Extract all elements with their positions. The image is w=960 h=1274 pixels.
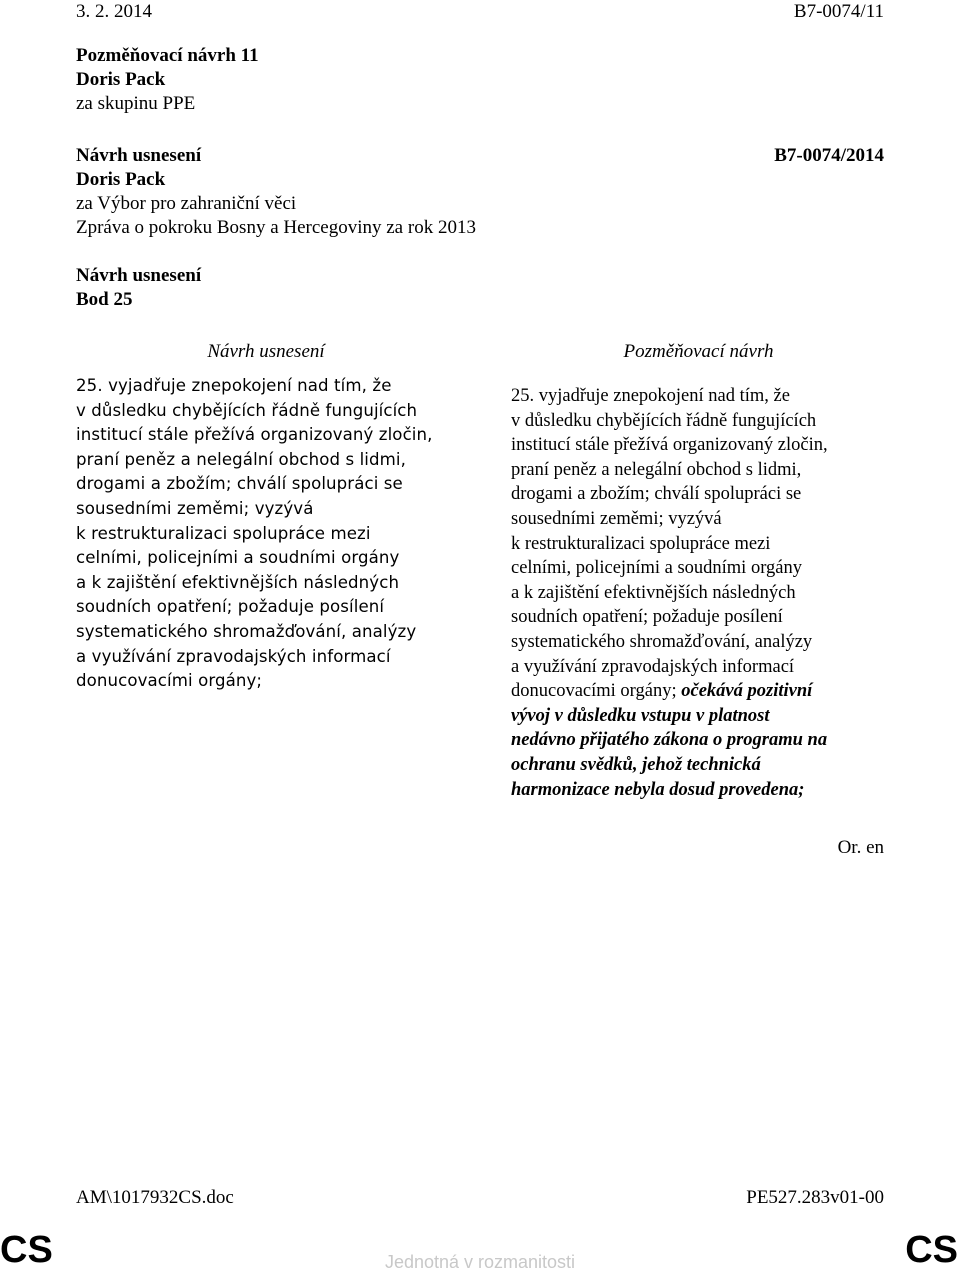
motion-label: Návrh usnesení (76, 145, 202, 166)
footer-lang-left: CS (0, 1229, 53, 1271)
amended-addition: očekává pozitivní vývoj v důsledku vstupu v platnost nedávno přijatého zákona o programu na ochranu svědků, jehož technická harmonizace nebyla dosud provedena; (511, 681, 828, 800)
motion-author: Doris Pack (76, 169, 166, 190)
motion-committee: za Výbor pro zahraniční věci (76, 193, 297, 214)
amended-text: 25. vyjadřuje znepokojení nad tím, že v důsledku chybějících řádně fungujících institucí stále přežívá organizovaný zločin, praní peněz a nelegální obchod s lidmi, drogami a zbožím; chválí spolupráci se sousedními zeměmi; vyzývá k restrukturalizaci spolupráce mezi celními, policejními a soudními orgány a k zajištění efektivnějších následných soudních opatření; požaduje posílení systematického shromažďování, analýzy a využívání zpravodajských informací donucovacími orgány; (511, 386, 828, 702)
motion-report: Zpráva o pokroku Bosny a Hercegoviny za rok 2013 (76, 217, 476, 238)
motion-ref: B7-0074/2014 (774, 145, 884, 166)
target-item: Bod 25 (76, 289, 133, 310)
amendment-title: Pozměňovací návrh 11 (76, 45, 259, 66)
column-head-original: Návrh usnesení (207, 341, 325, 362)
amended-text-block (511, 384, 911, 802)
header-doc-ref: B7-0074/11 (793, 1, 884, 22)
target-label: Návrh usnesení (76, 265, 202, 286)
original-text: 25. vyjadřuje znepokojení nad tím, že v důsledku chybějících řádně fungujících institucí stále přežívá organizovaný zločin, praní peněz a nelegální obchod s lidmi, drogami a zbožím; chválí spolupráci se sousedními zeměmi; vyzývá k restrukturalizaci spolupráce mezi celními, policejními a soudními orgány a k zajištění efektivnějších následných soudních opatření; požaduje posílení systematického shromažďování, analýzy a využívání zpravodajských informací donucovacími orgány; (76, 376, 433, 691)
column-head-amendment: Pozměňovací návrh (623, 341, 774, 362)
footer-file: AM\1017932CS.doc (76, 1187, 234, 1208)
amendment-author: Doris Pack (76, 69, 166, 90)
header-date: 3. 2. 2014 (76, 1, 152, 22)
footer-lang-right: CS (905, 1229, 958, 1271)
footer-motto: Jednotná v rozmanitosti (384, 1252, 576, 1272)
footer-pe-ref: PE527.283v01-00 (746, 1187, 884, 1208)
amendment-group: za skupinu PPE (76, 93, 196, 114)
original-language: Or. en (837, 837, 884, 858)
